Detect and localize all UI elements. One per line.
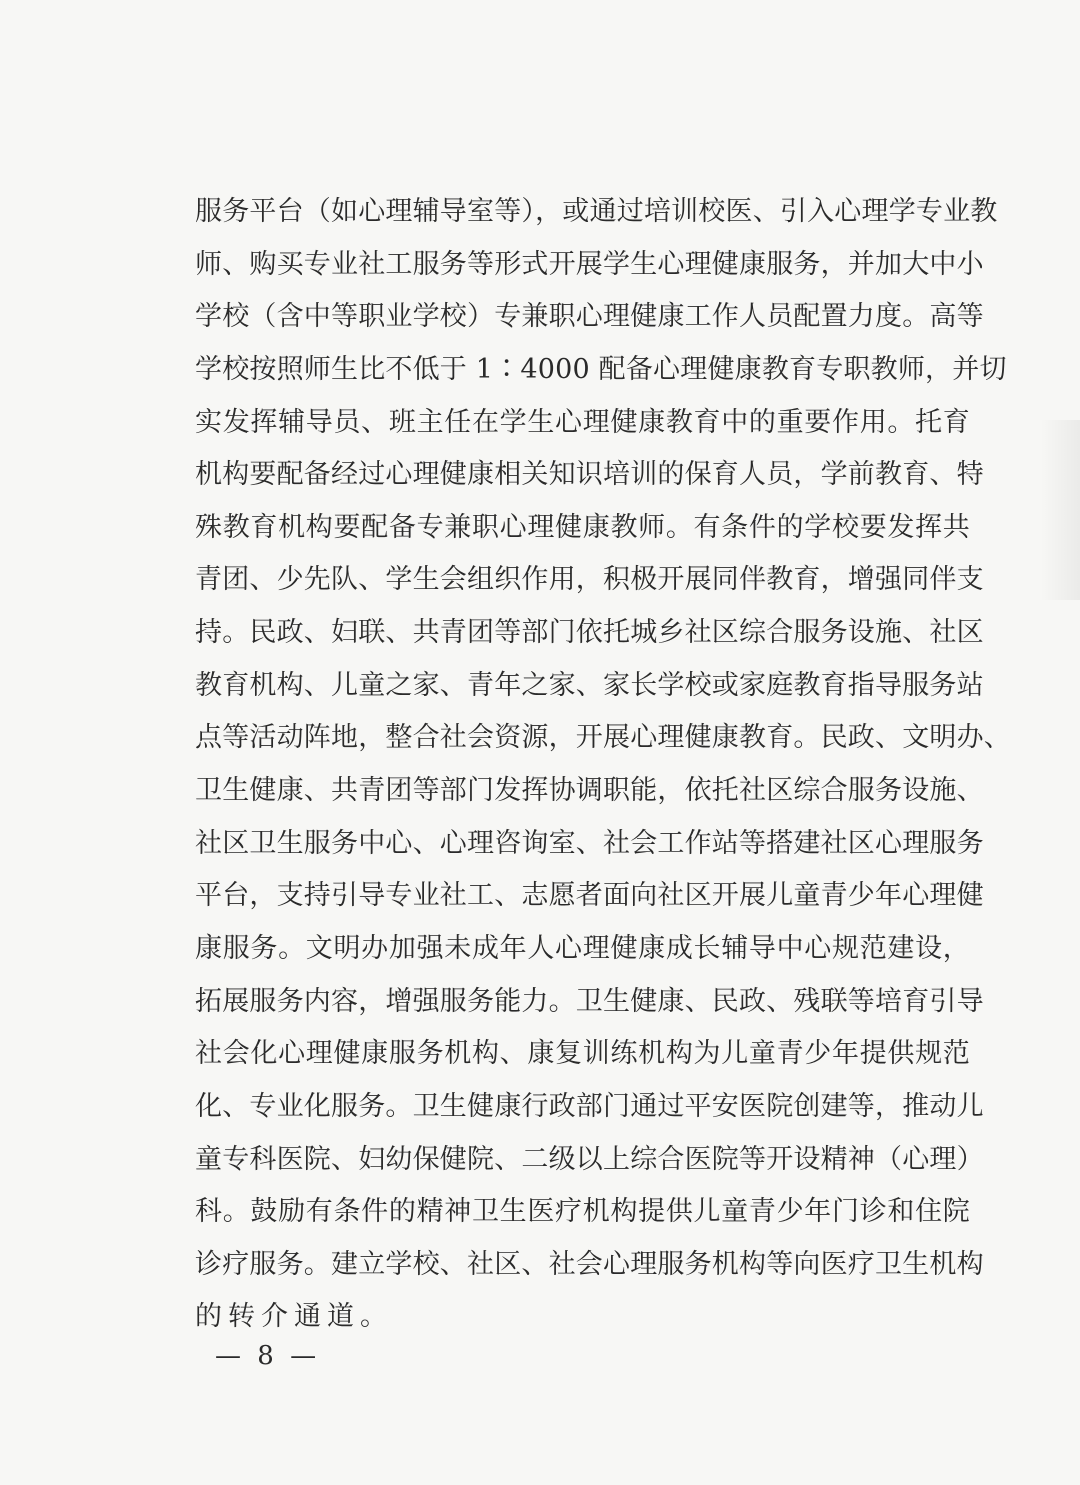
text-line-4: 学校按照师生比不低于 1∶4000 配备心理健康教育专职教师，并切 [195,353,1007,385]
text-line-2: 师、购买专业社工服务等形式开展学生心理健康服务，并加大中小 [195,248,984,280]
scan-edge-shadow [1040,420,1080,600]
text-line-20: 科。鼓励有条件的精神卫生医疗机构提供儿童青少年门诊和住院 [195,1196,970,1228]
text-line-11: 点等活动阵地，整合社会资源，开展心理健康教育。民政、文明办、 [195,722,1011,754]
text-line-16: 拓展服务内容，增强服务能力。卫生健康、民政、残联等培育引导 [195,985,984,1017]
text-line-15: 康服务。文明办加强未成年人心理健康成长辅导中心规范建设， [195,932,970,964]
document-body [195,186,1011,1344]
text-line-9: 持。民政、妇联、共青团等部门依托城乡社区综合服务设施、社区 [195,617,984,649]
text-line-22: 的转介通道。 [195,1301,393,1333]
text-line-12: 卫生健康、共青团等部门发挥协调职能，依托社区综合服务设施、 [195,775,984,807]
text-line-13: 社区卫生服务中心、心理咨询室、社会工作站等搭建社区心理服务 [195,827,984,859]
text-line-6: 机构要配备经过心理健康相关知识培训的保育人员，学前教育、特 [195,459,984,491]
text-line-7: 殊教育机构要配备专兼职心理健康教师。有条件的学校要发挥共 [195,511,970,543]
text-line-10: 教育机构、儿童之家、青年之家、家长学校或家庭教育指导服务站 [195,669,984,701]
text-line-14: 平台，支持引导专业社工、志愿者面向社区开展儿童青少年心理健 [195,880,984,912]
text-line-1: 服务平台（如心理辅导室等），或通过培训校医、引入心理学专业教 [195,196,998,227]
text-line-3: 学校（含中等职业学校）专兼职心理健康工作人员配置力度。高等 [195,301,984,333]
text-line-21: 诊疗服务。建立学校、社区、社会心理服务机构等向医疗卫生机构 [195,1248,984,1280]
text-line-8: 青团、少先队、学生会组织作用，积极开展同伴教育，增强同伴支 [195,564,984,596]
page-number: — 8 — [215,1341,321,1371]
text-line-5: 实发挥辅导员、班主任在学生心理健康教育中的重要作用。托育 [195,406,970,438]
text-line-18: 化、专业化服务。卫生健康行政部门通过平安医院创建等，推动儿 [195,1090,984,1122]
text-line-17: 社会化心理健康服务机构、康复训练机构为儿童青少年提供规范 [195,1038,970,1070]
text-line-19: 童专科医院、妇幼保健院、二级以上综合医院等开设精神（心理） [195,1143,984,1175]
